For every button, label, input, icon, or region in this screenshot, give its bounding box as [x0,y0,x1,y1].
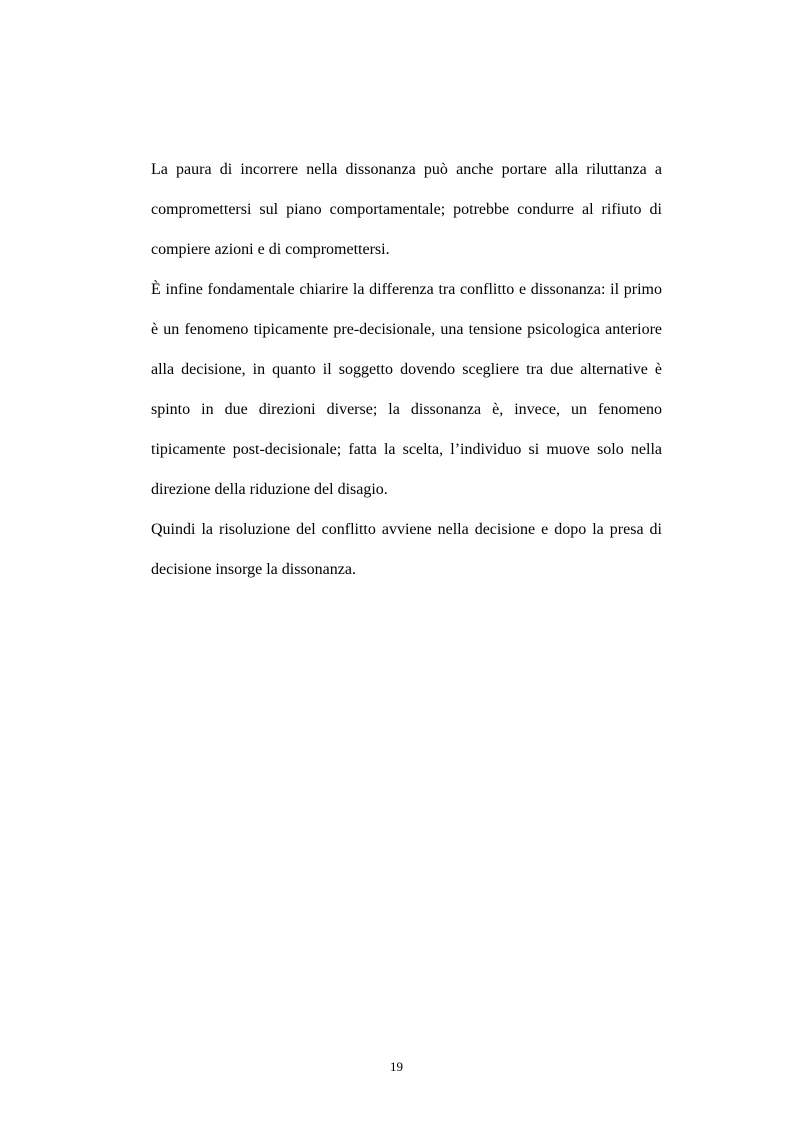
page-number: 19 [390,1059,403,1074]
paragraph-dissonance-fear: La paura di incorrere nella dissonanza può anche portare alla riluttanza a compromettersi sul piano comportamentale; potrebbe condurre al rifiuto di compiere azioni e di compromettersi. [151,161,662,258]
paragraph-conclusion: Quindi la risoluzione del conflitto avviene nella decisione e dopo la presa di decisione insorge la dissonanza. [151,521,662,578]
body-text [151,150,662,590]
paragraph-conflict-vs-dissonance: È infine fondamentale chiarire la differenza tra conflitto e dissonanza: il primo è un fenomeno tipicamente pre-decisionale, una tensione psicologica anteriore alla decisione, in quanto il soggetto dovendo scegliere tra due alternative è spinto in due direzioni diverse; la dissonanza è, invece, un fenomeno tipicamente post-decisionale; fatta la scelta, l’individuo si muove solo nella direzione della riduzione del disagio. [151,281,662,498]
